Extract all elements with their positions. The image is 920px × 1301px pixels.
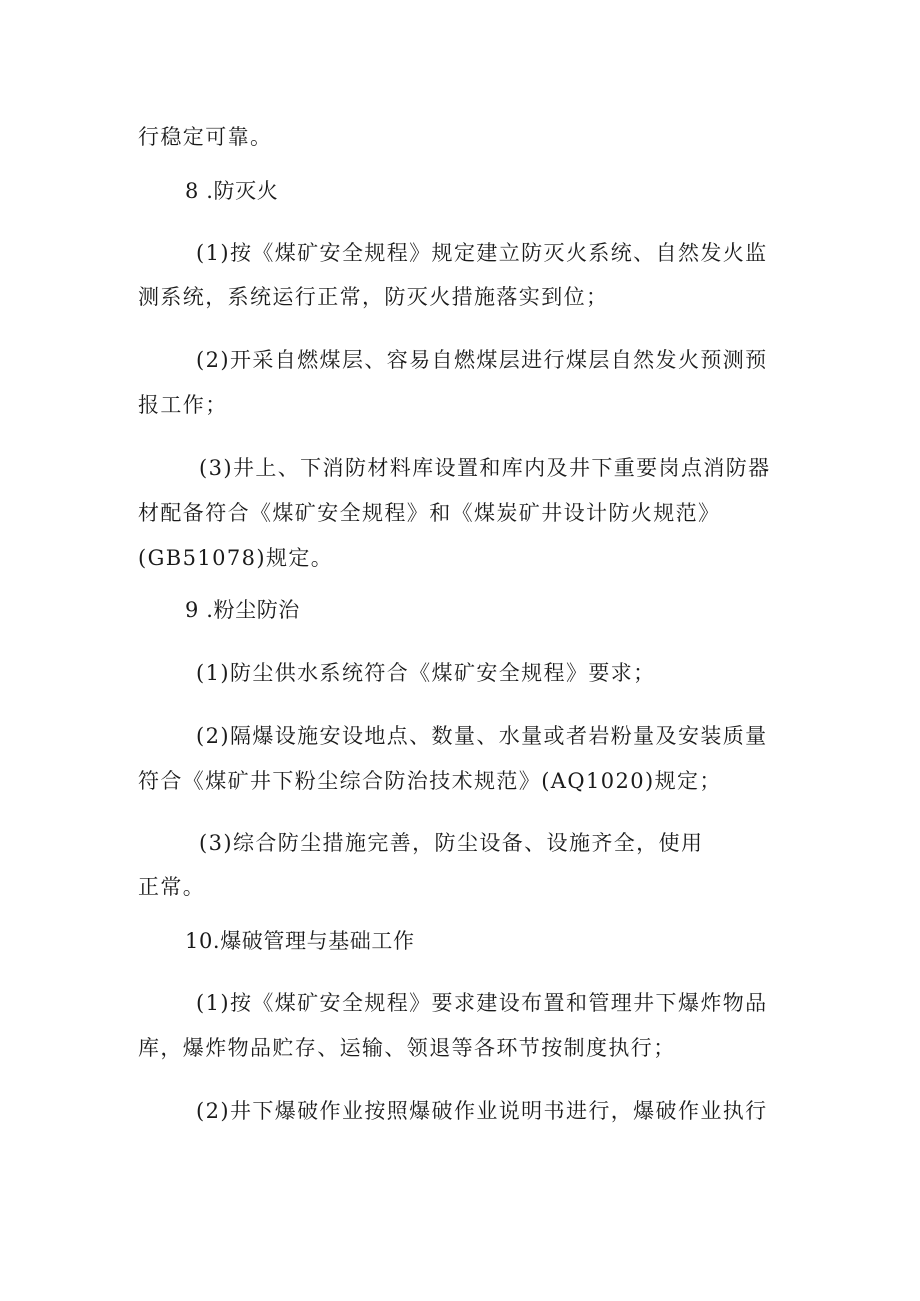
text-line: (1)防尘供水系统符合《煤矿安全规程》要求； — [196, 661, 656, 685]
section-heading-dust-control: 9 .粉尘防治 — [185, 598, 300, 622]
text-line: (1)按《煤矿安全规程》要求建设布置和管理井下爆炸物品 — [196, 991, 768, 1015]
section-heading-blasting-management: 10.爆破管理与基础工作 — [185, 929, 415, 953]
text-line: (3)综合防尘措施完善，防尘设备、设施齐全，使用 — [199, 831, 704, 855]
text-line: (3)井上、下消防材料库设置和库内及井下重要岗点消防器 — [199, 456, 771, 480]
text-line: 报工作； — [138, 393, 228, 417]
text-line: 符合《煤矿井下粉尘综合防治技术规范》(AQ1020)规定； — [138, 769, 722, 793]
text-line: (2)井下爆破作业按照爆破作业说明书进行，爆破作业执行 — [196, 1099, 768, 1123]
text-line: (2)隔爆设施安设地点、数量、水量或者岩粉量及安装质量 — [196, 724, 768, 748]
text-line: (2)开采自燃煤层、容易自燃煤层进行煤层自然发火预测预 — [196, 348, 768, 372]
text-line: 测系统，系统运行正常，防灭火措施落实到位； — [138, 285, 609, 309]
section-heading-fire-prevention: 8 .防灭火 — [185, 179, 279, 203]
text-line: (1)按《煤矿安全规程》规定建立防灭火系统、自然发火监 — [196, 241, 768, 265]
text-line: 材配备符合《煤矿安全规程》和《煤炭矿井设计防火规范》 — [138, 501, 721, 525]
text-line: 库，爆炸物品贮存、运输、领退等各环节按制度执行； — [138, 1036, 676, 1060]
text-line: 正常。 — [138, 875, 206, 899]
text-line: (GB51078)规定。 — [138, 546, 334, 570]
text-line: 行稳定可靠。 — [138, 125, 273, 149]
